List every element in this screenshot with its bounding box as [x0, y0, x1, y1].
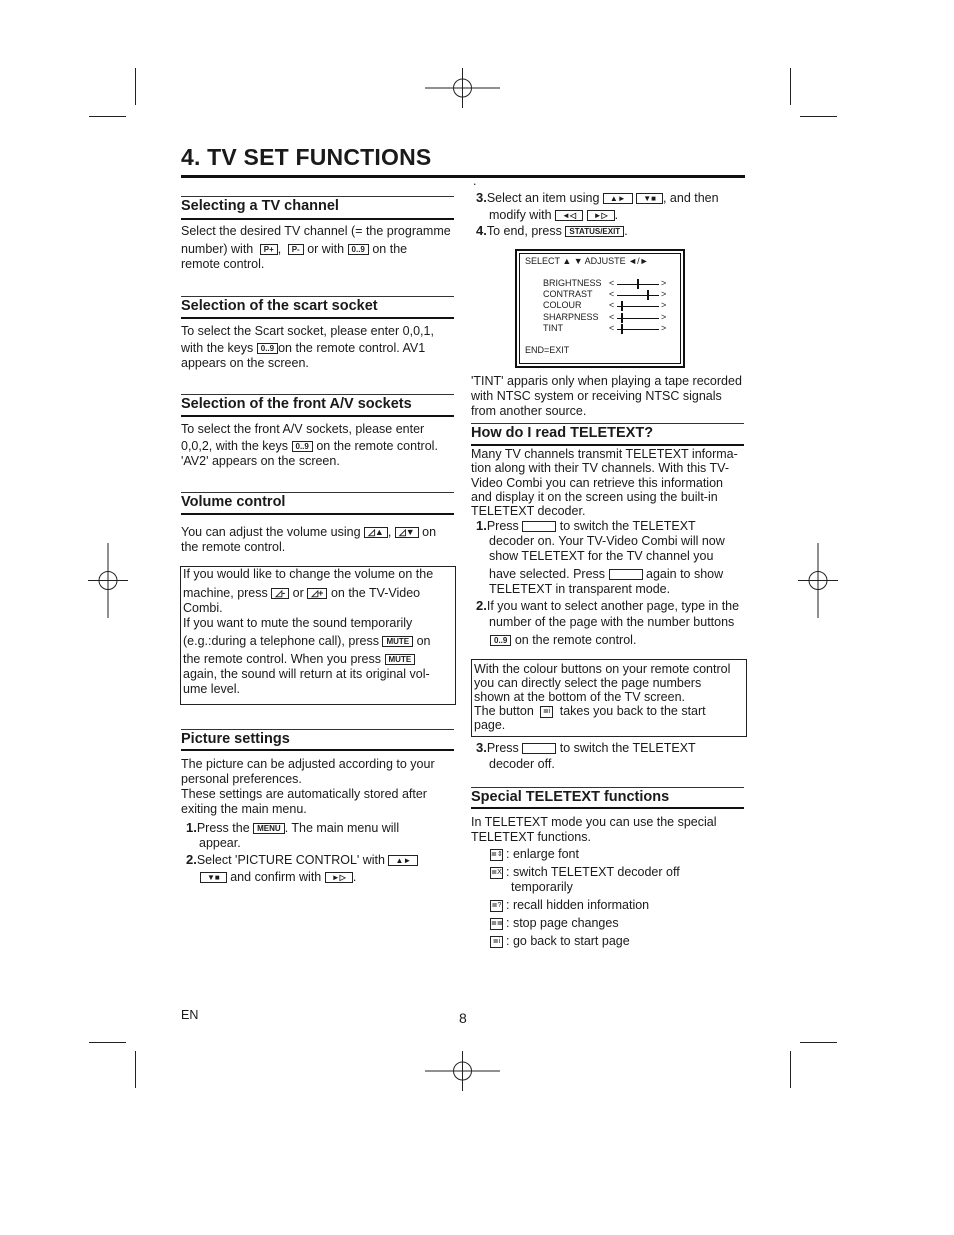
- crop-mark: [790, 68, 791, 105]
- digit-keys: 0..9: [292, 441, 313, 452]
- rewind-key: ◄◁: [555, 210, 583, 221]
- divider: [181, 513, 454, 515]
- text: .: [624, 224, 628, 238]
- osd-less-than: <: [609, 311, 615, 322]
- step-number: 1.: [476, 518, 487, 533]
- text-line: tion along with their TV channels. With this TV-: [471, 461, 729, 476]
- text: Press the: [196, 821, 250, 835]
- osd-item-label: BRIGHTNESS: [543, 278, 602, 288]
- text: on: [416, 634, 431, 648]
- osd-item-label: SHARPNESS: [543, 311, 599, 322]
- text-line: number of the page with the number buttons: [489, 615, 735, 629]
- text-line: [476, 190, 751, 206]
- text-line: and display it on the screen using the built-in: [471, 489, 718, 504]
- start-page-icon: ≣i: [540, 706, 553, 718]
- text: : switch TELETEXT decoder off: [506, 865, 680, 879]
- text: : go back to start page: [506, 934, 630, 948]
- function-item: [490, 847, 750, 862]
- text-line: you can directly select the page numbers: [474, 676, 702, 690]
- text-line: 'AV2' appears on the screen.: [181, 454, 340, 468]
- text: on the remote control.: [514, 633, 637, 647]
- teletext-button: [522, 743, 556, 754]
- section-heading-tv-channel: Selecting a TV channel: [181, 198, 339, 214]
- text-line: [476, 598, 756, 614]
- osd-greater-than: >: [661, 289, 667, 300]
- text-line: ume level.: [183, 682, 240, 696]
- osd-less-than: <: [609, 278, 615, 288]
- text-line: the remote control.: [181, 540, 286, 554]
- teletext-step-2: [476, 598, 756, 648]
- osd-greater-than: >: [661, 311, 667, 322]
- digit-keys: 0..9: [490, 635, 511, 646]
- text-line: again, the sound will return at its original vol-: [183, 667, 430, 681]
- text-line: TELETEXT in transparent mode.: [489, 582, 671, 596]
- section-heading-front-av: Selection of the front A/V sockets: [181, 396, 412, 412]
- text: ,: [277, 242, 282, 256]
- osd-slider-track: [617, 329, 659, 330]
- paragraph: [181, 525, 461, 555]
- step-number: 1.: [186, 820, 197, 835]
- text-line: If you want to mute the sound temporarily: [183, 616, 413, 630]
- step-number: 2.: [476, 598, 487, 613]
- divider: [181, 296, 454, 297]
- function-item: [490, 865, 750, 880]
- text-line: TELETEXT functions.: [471, 830, 591, 844]
- text: modify with: [489, 208, 552, 222]
- crop-mark: [790, 1051, 791, 1088]
- text-line: 'TINT' apparis only when playing a tape recorded: [471, 374, 742, 388]
- step-3: [476, 190, 751, 223]
- function-item: [490, 898, 750, 913]
- text: have selected. Press: [489, 567, 606, 581]
- osd-header: SELECT ▲ ▼ ADJUSTE ◄/►: [525, 256, 649, 266]
- text-line: [181, 242, 461, 257]
- text-line: [186, 820, 456, 836]
- text-line: In TELETEXT mode you can use the special: [471, 815, 717, 829]
- note-text: [183, 567, 455, 697]
- divider: [181, 415, 454, 417]
- reveal-icon: ≣?: [490, 900, 503, 912]
- text: or with: [307, 242, 345, 256]
- function-list: [490, 847, 750, 949]
- step-4: [476, 223, 751, 239]
- text: , and then: [662, 191, 719, 205]
- section-heading-special-teletext: Special TELETEXT functions: [471, 789, 670, 805]
- divider: [181, 749, 454, 751]
- text: You can adjust the volume using: [181, 525, 361, 539]
- text-line: Select the desired TV channel (= the programme: [181, 224, 451, 238]
- section-heading-picture: Picture settings: [181, 731, 290, 747]
- down-stop-key: ▼■: [636, 193, 663, 204]
- text: . The main menu will: [284, 821, 400, 835]
- up-right-key: ▲►: [603, 193, 633, 204]
- osd-footer: END=EXIT: [525, 345, 570, 355]
- teletext-button: [609, 569, 643, 580]
- text: If you want to select another page, type in the: [486, 599, 740, 613]
- paragraph: [181, 422, 461, 469]
- text-line: remote control.: [181, 257, 265, 271]
- p-plus-key: P+: [260, 244, 278, 255]
- text-line: [183, 634, 455, 649]
- text-line: from another source.: [471, 404, 587, 418]
- text-line: exiting the main menu.: [181, 802, 307, 816]
- text-line: [476, 567, 756, 582]
- registration-mark-top: [425, 68, 500, 108]
- text: the remote control. When you press: [183, 652, 382, 666]
- step-2: [186, 852, 456, 885]
- text: number) with: [181, 242, 254, 256]
- text-line: [476, 208, 751, 223]
- osd-slider-marker: [621, 301, 623, 311]
- divider: [471, 444, 744, 446]
- text: on the remote control.: [316, 439, 438, 453]
- text-line: [181, 439, 461, 454]
- text: : enlarge font: [506, 847, 579, 861]
- osd-slider-track: [617, 295, 659, 296]
- paragraph: [471, 447, 751, 518]
- text-line: decoder on. Your TV-Video Combi will now: [489, 534, 725, 548]
- text-line: These settings are automatically stored after: [181, 787, 427, 801]
- note-text: [474, 662, 746, 732]
- divider: [471, 787, 744, 788]
- page-title: 4. TV SET FUNCTIONS: [181, 144, 432, 170]
- text: To end, press: [486, 224, 562, 238]
- osd-slider-marker: [621, 313, 623, 323]
- text: to switch the TELETEXT: [559, 519, 696, 533]
- text: .: [352, 870, 357, 884]
- text-line: Many TV channels transmit TELETEXT informa-: [471, 447, 738, 461]
- crop-mark: [800, 1042, 837, 1043]
- text: to switch the TELETEXT: [559, 741, 696, 755]
- volume-down-key: ◿▼: [395, 527, 419, 538]
- text: : stop page changes: [506, 916, 619, 930]
- text: The button: [474, 704, 534, 718]
- osd-slider-marker: [637, 279, 639, 289]
- paragraph: [181, 324, 461, 371]
- divider: [181, 218, 454, 220]
- osd-greater-than: >: [661, 278, 667, 288]
- osd-item-label: TINT: [543, 322, 563, 333]
- text-line: [476, 518, 756, 534]
- divider: [181, 729, 454, 730]
- text-line: [476, 740, 756, 756]
- divider: [471, 807, 744, 809]
- language-code: EN: [181, 1008, 199, 1022]
- osd-greater-than: >: [661, 300, 667, 311]
- dot: .: [473, 174, 477, 188]
- text-line: If you would like to change the volume on the: [183, 567, 434, 581]
- text: Select 'PICTURE CONTROL' with: [196, 853, 385, 867]
- text: on the TV-Video: [330, 586, 421, 600]
- text-line: shown at the bottom of the TV screen.: [474, 690, 685, 704]
- text-line: [183, 586, 455, 601]
- osd-less-than: <: [609, 300, 615, 311]
- crop-mark: [135, 1051, 136, 1088]
- text-line: TELETEXT decoder.: [471, 504, 586, 519]
- osd-greater-than: >: [661, 322, 667, 333]
- crop-mark: [135, 68, 136, 105]
- text: again to show: [646, 567, 724, 581]
- osd-less-than: <: [609, 289, 615, 300]
- down-stop-key: ▼■: [200, 872, 227, 883]
- text-line: page.: [474, 718, 506, 732]
- mute-key: MUTE: [385, 654, 416, 665]
- text: machine, press: [183, 586, 268, 600]
- step-1: [186, 820, 456, 851]
- text-line: [474, 704, 746, 718]
- divider: [471, 423, 744, 424]
- step-number: 4.: [476, 223, 487, 238]
- text: and confirm with: [230, 870, 322, 884]
- text: .: [614, 208, 619, 222]
- crop-mark: [800, 116, 837, 117]
- osd-slider-track: [617, 306, 659, 307]
- text-line: The picture can be adjusted according to your: [181, 757, 435, 771]
- text: on the: [372, 242, 408, 256]
- text: : recall hidden information: [506, 898, 650, 912]
- text-line: [183, 652, 455, 667]
- divider: [181, 317, 454, 319]
- volume-minus-key: ◿-: [271, 588, 289, 599]
- mute-key: MUTE: [382, 636, 413, 647]
- section-heading-scart: Selection of the scart socket: [181, 298, 378, 314]
- text: Press: [486, 519, 519, 533]
- step-number: 2.: [186, 852, 197, 867]
- menu-key: MENU: [253, 823, 285, 834]
- paragraph: [471, 815, 751, 845]
- text: or: [292, 586, 304, 600]
- volume-plus-key: ◿+: [307, 588, 327, 599]
- text-line: temporarily: [511, 880, 573, 894]
- text: on: [422, 525, 437, 539]
- section-heading-volume: Volume control: [181, 494, 286, 510]
- text: on the remote control. AV1: [278, 341, 426, 355]
- text-line: [186, 852, 456, 868]
- text: 0,0,2, with the keys: [181, 439, 289, 453]
- text-line: [181, 341, 461, 356]
- text: takes you back to the start: [559, 704, 706, 718]
- forward-key: ►▷: [325, 872, 353, 883]
- paragraph: [181, 224, 461, 272]
- step-number: 3.: [476, 190, 487, 205]
- forward-key: ►▷: [587, 210, 615, 221]
- page-number: 8: [459, 1010, 467, 1026]
- divider: [181, 196, 454, 197]
- step-number: 3.: [476, 740, 487, 755]
- crop-mark: [89, 116, 126, 117]
- hold-icon: ≣≣: [490, 918, 503, 930]
- section-heading-teletext: How do I read TELETEXT?: [471, 425, 654, 441]
- text: with the keys: [181, 341, 254, 355]
- text-line: You can adjust the volume using ◿▲ , ◿▼ on: [181, 525, 437, 539]
- osd-less-than: <: [609, 322, 615, 333]
- divider: [181, 394, 454, 395]
- volume-up-key: ◿▲: [364, 527, 388, 538]
- text-line: To select the front A/V sockets, please enter: [181, 422, 425, 436]
- text-line: appear.: [199, 836, 241, 850]
- osd-slider-marker: [621, 324, 623, 334]
- osd-item-label: COLOUR: [543, 300, 582, 311]
- text-line: with NTSC system or receiving NTSC signals: [471, 389, 722, 403]
- text-line: To select the Scart socket, please enter 0,0,1,: [181, 324, 434, 338]
- teletext-step-3: [476, 740, 756, 772]
- teletext-step-1: [476, 518, 756, 597]
- teletext-button: [522, 521, 556, 532]
- function-item: [490, 934, 750, 949]
- p-minus-key: P-: [288, 244, 304, 255]
- text-line: personal preferences.: [181, 772, 302, 786]
- function-item: [490, 916, 750, 931]
- registration-mark-left: [88, 543, 128, 618]
- digit-keys: 0..9: [257, 343, 278, 354]
- osd-slider-track: [617, 318, 659, 319]
- text-line: show TELETEXT for the TV channel you: [489, 549, 714, 563]
- text-line: [476, 633, 756, 648]
- text-line: Video Combi you can retrieve this information: [471, 475, 723, 490]
- up-right-key: ▲►: [388, 855, 418, 866]
- osd-item-label: CONTRAST: [543, 289, 593, 300]
- text: Select an item using: [486, 191, 600, 205]
- text-line: appears on the screen.: [181, 356, 309, 370]
- digit-keys: 0..9: [348, 244, 369, 255]
- paragraph: [181, 757, 461, 817]
- crop-mark: [89, 1042, 126, 1043]
- text: Press: [486, 741, 519, 755]
- divider: [181, 492, 454, 493]
- start-page-icon: ≣i: [490, 936, 503, 948]
- registration-mark-right: [798, 543, 838, 618]
- text-line: decoder off.: [489, 757, 555, 771]
- enlarge-font-icon: ≣⇕: [490, 849, 503, 861]
- status-exit-key: STATUS/EXIT: [565, 226, 624, 237]
- title-rule: [181, 175, 745, 178]
- text-line: With the colour buttons on your remote control: [474, 662, 731, 676]
- registration-mark-bottom: [425, 1051, 500, 1091]
- cancel-icon: ≣X: [490, 867, 503, 879]
- text-line: Combi.: [183, 601, 223, 615]
- tint-note: [471, 374, 751, 419]
- osd-slider-marker: [647, 290, 649, 300]
- text: (e.g.:during a telephone call), press: [183, 634, 379, 648]
- text-line: [186, 870, 456, 885]
